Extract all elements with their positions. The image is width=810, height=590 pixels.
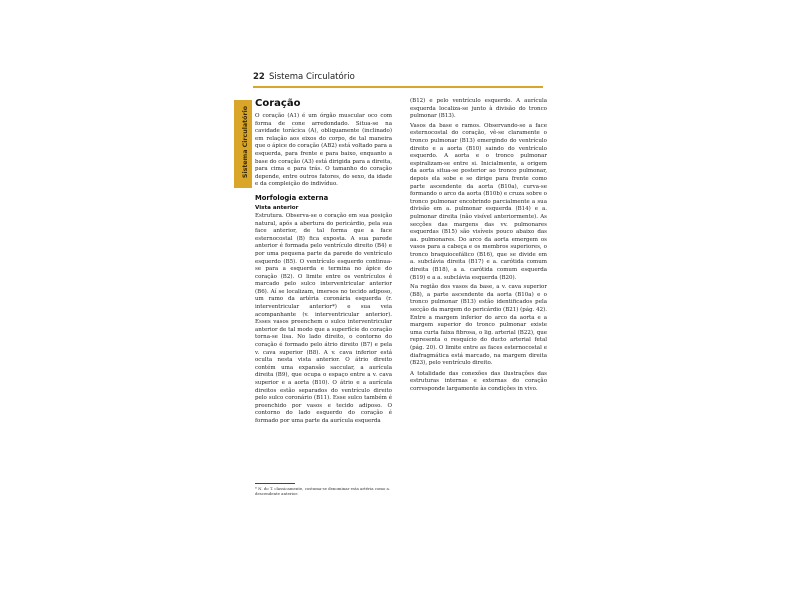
text-column-left	[255, 98, 392, 428]
section-title: Coração	[255, 98, 301, 109]
side-tab-label: Sistema Circulatório	[242, 105, 249, 179]
page-header	[253, 72, 543, 86]
vessels-paragraph: Vasos da base e ramos. Observando-se a face esternocostal do coração, vê-se claramente o tronco pulmonar (B13) emergindo do ventrículo direito e a aorta (B10) saindo do ventrículo esquerdo. A aorta e o tronco pulmonar espiralizam-se entre si. Inicialmente, a origem da aorta situa-se posterior ao tronco pulmonar, depois ela sobe e se dirige para frente como parte ascendente da aorta (B10a), curva-se formando o arco da aorta (B10b) e cruza sobre o tronco pulmonar encobrindo parcialmente a sua divisão em a. pulmonar esquerda (B14) e a. pulmonar direita (não visível anteriormente). As secções das margens das vv. pulmonares esquerdas (B15) são visíveis pouco abaixo das aa. pulmonares. Do arco da aorta emergem os vasos para a cabeça e os membros superiores, o tronco braquiocefálico (B16), que se divide em a. subclávia direita (B17) e a. carótida comum direita (B18), a a. carótida comum esquerda (B19) e a a. subclávia esquerda (B20).	[410, 122, 547, 281]
page-number: 22	[253, 72, 265, 82]
chapter-side-tab	[234, 100, 252, 188]
text-column-right	[410, 98, 547, 396]
header-rule	[253, 86, 543, 88]
note-paragraph: A totalidade das conexões das ilustrações das estruturas internas e externas do coração corresponde largamente às condições in vivo.	[410, 370, 547, 392]
footnote: * N. do T. classicamente, costuma-se denominar esta artéria como a. descendente anterior.	[255, 486, 391, 497]
structure-paragraph: Estrutura. Observa-se o coração em sua posição natural, após a abertura do pericárdio, pela sua face anterior, de tal forma que a face esternocostal (B) fica exposta. A sua parede anterior é formada pelo ventrículo direito (B4) e por uma pequena parte da parede do ventrículo esquerdo (B5). O ventrículo esquerdo continua-se para a esquerda e termina no ápice do coração (B2). O limite entre os ventrículos é marcado pelo sulco interventricular anterior (B6). Aí se localizam, imersos no tecido adiposo, um ramo da artéria coronária esquerda (r. interventricular anterior*) e sua veia acompanhante (v. interventricular anterior). Esses vasos preenchem o sulco interventricular anterior de tal modo que a superfície do coração torna-se lisa. No lado direito, o contorno do coração é formado pelo átrio direito (B7) e pela v. cava superior (B8). A v. cava inferior está oculta nesta vista anterior. O átrio direito contém uma expansão saccular, a aurícula direita (B9), que ocupa o espaço entre a v. cava superior e a aorta (B10). O átrio e a aurícula direitos estão separados do ventrículo direito pelo sulco coronário (B11). Esse sulco também é preenchido por vasos e tecido adiposo. O contorno do lado esquerdo do coração é formado por uma parte da aurícula esquerda	[255, 212, 392, 424]
intro-paragraph: O coração (A1) é um órgão muscular oco com forma de cone arredondado. Situa-se na cavidade torácica (A), obliquamente (inclinado) em relação aos eixos do corpo, de tal maneira que o ápice do coração (AB2) está voltado para a esquerda, para frente e para baixo, enquanto a base do coração (A3) está dirigida para a direita, para cima e para trás. O tamanho do coração depende, entre outros fatores, do sexo, da idade e da compleição do indivíduo.	[255, 113, 392, 188]
continuation-paragraph: (B12) e pelo ventrículo esquerdo. A aurícula esquerda localiza-se junto à divisão do tronco pulmonar (B13).	[410, 98, 547, 120]
footnote-rule	[255, 483, 295, 484]
sub-subheading: Vista anterior	[255, 204, 299, 211]
subheading: Morfologia externa	[255, 193, 329, 202]
base-region-paragraph: Na região dos vasos da base, a v. cava superior (B8), a parte ascendente da aorta (B10a) e o tronco pulmonar (B13) estão identificados pela secção da margem do pericárdio (B21) (pág. 42). Entre a margem inferior do arco da aorta e a margem superior do tronco pulmonar existe uma curta faixa fibrosa, o lig. arterial (B22), que representa o resquício do ducto arterial fetal (pág. 20). O limite entre as faces esternocostal e diafragmática está marcado, na margem direita (B23), pelo ventrículo direito.	[410, 284, 547, 367]
running-head: Sistema Circulatório	[269, 72, 355, 82]
